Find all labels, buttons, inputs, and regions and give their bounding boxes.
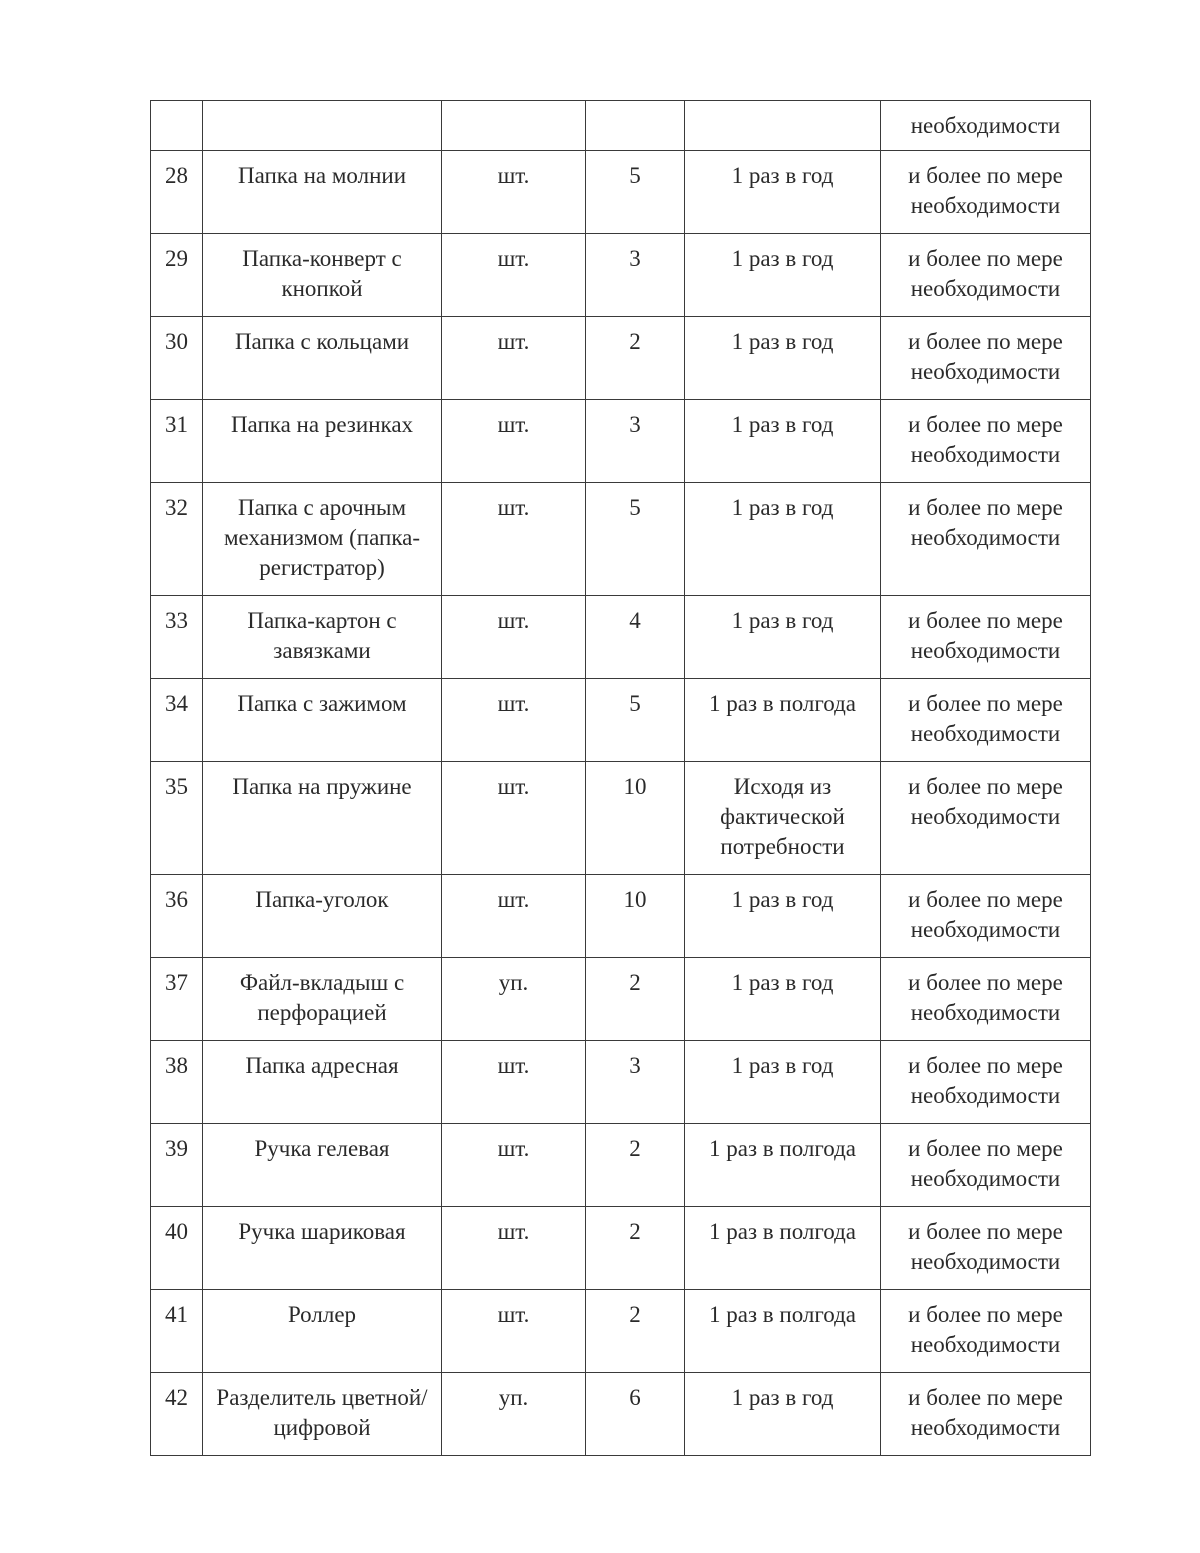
cell-name: Папка с кольцами xyxy=(203,317,442,400)
cell-quantity: 2 xyxy=(586,1207,685,1290)
cell-period: 1 раз в полгода xyxy=(685,1207,881,1290)
cell-number: 41 xyxy=(151,1290,203,1373)
cell-note: и более по мере необходимости xyxy=(881,1373,1091,1456)
table-row xyxy=(151,400,1091,483)
table-row xyxy=(151,234,1091,317)
cell-number: 30 xyxy=(151,317,203,400)
cell-number: 40 xyxy=(151,1207,203,1290)
cell-quantity: 5 xyxy=(586,483,685,596)
cell-number: 34 xyxy=(151,679,203,762)
cell-period: 1 раз в полгода xyxy=(685,1124,881,1207)
cell-number: 32 xyxy=(151,483,203,596)
table-row xyxy=(151,679,1091,762)
cell-quantity: 2 xyxy=(586,317,685,400)
cell-unit: шт. xyxy=(442,1207,586,1290)
cell-note: и более по мере необходимости xyxy=(881,483,1091,596)
cell-number: 35 xyxy=(151,762,203,875)
cell-unit xyxy=(442,101,586,151)
cell-note: и более по мере необходимости xyxy=(881,1207,1091,1290)
table-row xyxy=(151,483,1091,596)
cell-unit: шт. xyxy=(442,400,586,483)
cell-name: Папка на молнии xyxy=(203,151,442,234)
cell-number: 33 xyxy=(151,596,203,679)
cell-quantity: 3 xyxy=(586,400,685,483)
cell-number: 39 xyxy=(151,1124,203,1207)
table-row xyxy=(151,958,1091,1041)
cell-quantity: 5 xyxy=(586,151,685,234)
cell-name: Папка с зажимом xyxy=(203,679,442,762)
cell-quantity: 3 xyxy=(586,1041,685,1124)
cell-note: и более по мере необходимости xyxy=(881,234,1091,317)
table-row xyxy=(151,1207,1091,1290)
cell-unit: шт. xyxy=(442,875,586,958)
cell-quantity: 6 xyxy=(586,1373,685,1456)
cell-quantity: 5 xyxy=(586,679,685,762)
cell-unit: шт. xyxy=(442,317,586,400)
cell-name xyxy=(203,101,442,151)
table-row xyxy=(151,875,1091,958)
table-row xyxy=(151,1290,1091,1373)
cell-period: 1 раз в год xyxy=(685,151,881,234)
cell-unit: шт. xyxy=(442,151,586,234)
cell-period: Исходя из фактической потребности xyxy=(685,762,881,875)
cell-quantity: 3 xyxy=(586,234,685,317)
cell-unit: шт. xyxy=(442,234,586,317)
cell-unit: шт. xyxy=(442,1290,586,1373)
table-row xyxy=(151,317,1091,400)
cell-note: и более по мере необходимости xyxy=(881,317,1091,400)
cell-period: 1 раз в год xyxy=(685,1041,881,1124)
cell-note: и более по мере необходимости xyxy=(881,1124,1091,1207)
cell-unit: шт. xyxy=(442,1041,586,1124)
cell-unit: шт. xyxy=(442,679,586,762)
cell-unit: шт. xyxy=(442,483,586,596)
cell-name: Папка с арочным механизмом (папка-регистратор) xyxy=(203,483,442,596)
cell-number: 31 xyxy=(151,400,203,483)
cell-quantity: 10 xyxy=(586,762,685,875)
cell-period: 1 раз в полгода xyxy=(685,679,881,762)
cell-quantity: 2 xyxy=(586,1124,685,1207)
cell-unit: шт. xyxy=(442,596,586,679)
cell-note: и более по мере необходимости xyxy=(881,762,1091,875)
cell-name: Роллер xyxy=(203,1290,442,1373)
cell-note: необходимости xyxy=(881,101,1091,151)
cell-period: 1 раз в год xyxy=(685,234,881,317)
cell-quantity: 10 xyxy=(586,875,685,958)
cell-period: 1 раз в год xyxy=(685,958,881,1041)
cell-period: 1 раз в год xyxy=(685,317,881,400)
cell-unit: уп. xyxy=(442,1373,586,1456)
cell-note: и более по мере необходимости xyxy=(881,1041,1091,1124)
cell-name: Папка на пружине xyxy=(203,762,442,875)
cell-name: Папка-уголок xyxy=(203,875,442,958)
cell-name: Папка адресная xyxy=(203,1041,442,1124)
cell-note: и более по мере необходимости xyxy=(881,596,1091,679)
cell-number: 28 xyxy=(151,151,203,234)
table-row xyxy=(151,596,1091,679)
cell-period: 1 раз в полгода xyxy=(685,1290,881,1373)
cell-note: и более по мере необходимости xyxy=(881,875,1091,958)
cell-quantity: 2 xyxy=(586,958,685,1041)
cell-number: 36 xyxy=(151,875,203,958)
cell-number xyxy=(151,101,203,151)
cell-quantity: 2 xyxy=(586,1290,685,1373)
cell-note: и более по мере необходимости xyxy=(881,400,1091,483)
supplies-table xyxy=(150,100,1091,1456)
cell-name: Папка на резинках xyxy=(203,400,442,483)
table-row xyxy=(151,762,1091,875)
cell-number: 37 xyxy=(151,958,203,1041)
cell-unit: шт. xyxy=(442,762,586,875)
table-row xyxy=(151,1373,1091,1456)
cell-quantity xyxy=(586,101,685,151)
cell-quantity: 4 xyxy=(586,596,685,679)
cell-note: и более по мере необходимости xyxy=(881,1290,1091,1373)
cell-name: Папка-картон с завязками xyxy=(203,596,442,679)
cell-period: 1 раз в год xyxy=(685,400,881,483)
table-row-continuation xyxy=(151,101,1091,151)
cell-period: 1 раз в год xyxy=(685,483,881,596)
cell-name: Файл-вкладыш с перфорацией xyxy=(203,958,442,1041)
cell-name: Папка-конверт с кнопкой xyxy=(203,234,442,317)
table-row xyxy=(151,1041,1091,1124)
cell-unit: уп. xyxy=(442,958,586,1041)
table-row xyxy=(151,151,1091,234)
cell-period: 1 раз в год xyxy=(685,596,881,679)
cell-note: и более по мере необходимости xyxy=(881,958,1091,1041)
cell-name: Ручка гелевая xyxy=(203,1124,442,1207)
cell-name: Разделитель цветной/цифровой xyxy=(203,1373,442,1456)
cell-period: 1 раз в год xyxy=(685,875,881,958)
cell-period xyxy=(685,101,881,151)
cell-unit: шт. xyxy=(442,1124,586,1207)
cell-number: 42 xyxy=(151,1373,203,1456)
cell-note: и более по мере необходимости xyxy=(881,679,1091,762)
cell-note: и более по мере необходимости xyxy=(881,151,1091,234)
cell-number: 38 xyxy=(151,1041,203,1124)
table-row xyxy=(151,1124,1091,1207)
cell-name: Ручка шариковая xyxy=(203,1207,442,1290)
cell-period: 1 раз в год xyxy=(685,1373,881,1456)
cell-number: 29 xyxy=(151,234,203,317)
